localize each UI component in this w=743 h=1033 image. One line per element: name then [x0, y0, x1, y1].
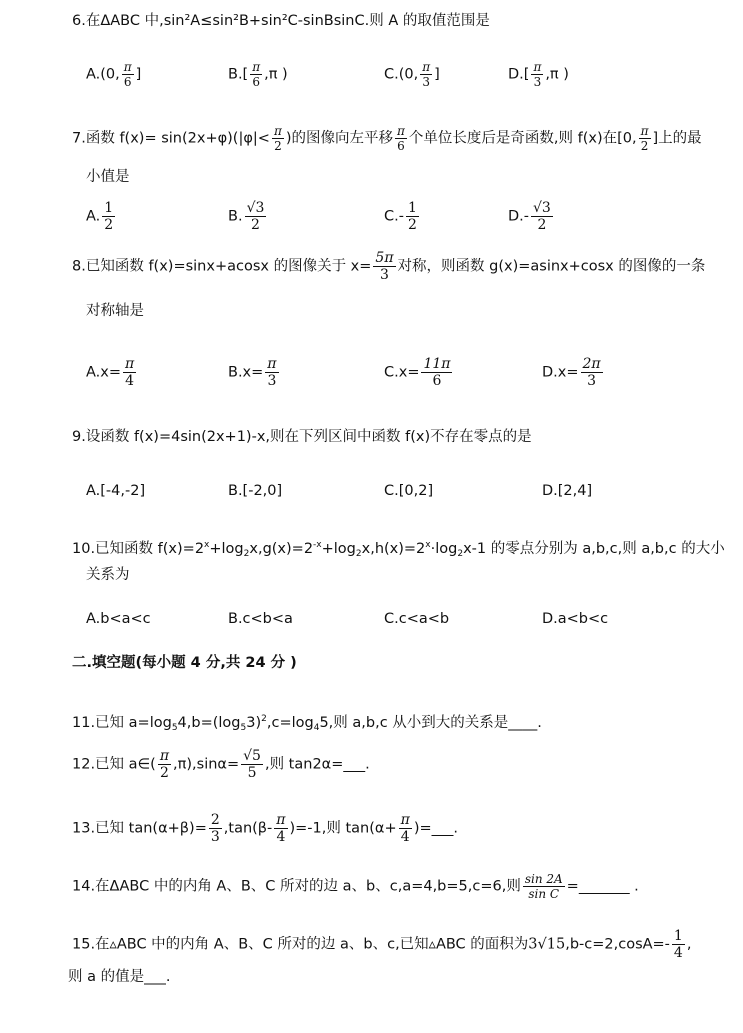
q6-option-a	[86, 60, 141, 89]
q15-stem: 15.在▵ABC 中的内角 A、B、C 所对的边 a、b、c,已知▵ABC 的面积为3√15,b-c=2,cosA=- $\frac{1}{4}$ ,	[72, 928, 692, 961]
q6-a-prefix: A.(0,	[86, 66, 120, 83]
q7-stem-line2: 小值是	[86, 169, 130, 185]
q15-stem-line2: 则 a 的值是___.	[68, 969, 171, 985]
q8-stem-line2: 对称轴是	[86, 303, 144, 319]
q13-fraction-1: $\frac{2}{3}$	[210, 812, 220, 845]
q8-b-fraction: $\frac{\pi}{3}$	[267, 356, 277, 389]
q11-stem: 11.已知 $a=\log_54,b=(\log_53)^2,c=\log_45$,则 a,b,c 从小到大的关系是____.	[72, 714, 542, 733]
q7-a-fraction: $\frac{1}{2}$	[104, 200, 114, 233]
q9-option-d: D.[2,4]	[542, 483, 593, 499]
q6-a-suffix: ]	[135, 66, 142, 83]
q9-option-c: C.[0,2]	[384, 483, 434, 499]
q6-b-prefix: B.[	[228, 66, 249, 83]
q10-option-a: A.b<a<c	[86, 611, 151, 627]
q6-c-prefix: C.(0,	[384, 66, 419, 83]
q7-option-a: A. $\frac{1}{2}$	[86, 200, 114, 233]
q7-fraction-3: $\frac{\pi}{2}$	[640, 124, 649, 153]
q9-option-a: A.[-4,-2]	[86, 483, 146, 499]
q7-option-b: B. $\frac{√3}{2}$	[228, 200, 265, 233]
q6-c-fraction: $\frac{\pi}{3}$	[422, 60, 431, 89]
q13-fraction-2: $\frac{\pi}{4}$	[276, 812, 286, 845]
q8-c-fraction: $\frac{11\pi}{6}$	[423, 356, 451, 389]
q10-option-c: C.c<a<b	[384, 611, 450, 627]
q8-option-d: D.x= $\frac{2\pi}{3}$	[542, 356, 601, 389]
q7-fraction-1: $\frac{\pi}{2}$	[273, 124, 282, 153]
q9-stem: 9.设函数 f(x)=4sin(2x+1)-x,则在下列区间中函数 f(x)不存在零点的是	[72, 429, 532, 445]
q14-fraction: $\frac{\sin 2A}{\text{sin C}}$	[524, 872, 563, 901]
q7-stem: 7.函数 f(x)= sin(2x+φ)(|φ|< $\frac{\pi}{2}$ )的图像向左平移 $\frac{\pi}{6}$ 个单位长度后是奇函数,则 f(x)在[0, $\frac{\pi}{2}$ ]上的最	[72, 124, 702, 153]
q7-b-fraction: $\frac{√3}{2}$	[246, 200, 265, 233]
q9-option-b: B.[-2,0]	[228, 483, 283, 499]
q6-option-b	[228, 60, 288, 89]
q6-stem: 6.在ΔABC 中,sin²A≤sin²B+sin²C-sinBsinC.则 A 的取值范围是	[72, 13, 490, 29]
q13-stem: 13.已知 tan(α+β)= $\frac{2}{3}$ ,tan(β- $\frac{\pi}{4}$ )=-1,则 tan(α+ $\frac{\pi}{4}$ )=___.	[72, 812, 458, 845]
q12-fraction-1: $\frac{\pi}{2}$	[159, 748, 170, 781]
q12-fraction-2: $\frac{√5}{5}$	[243, 748, 261, 781]
q6-a-fraction: $\frac{\pi}{6}$	[123, 60, 132, 89]
q8-option-b: B.x= $\frac{\pi}{3}$	[228, 356, 277, 389]
q8-a-fraction: $\frac{\pi}{4}$	[125, 356, 135, 389]
q8-option-c: C.x= $\frac{11\pi}{6}$	[384, 356, 451, 389]
q8-option-a: A.x= $\frac{\pi}{4}$	[86, 356, 135, 389]
q10-option-b: B.c<b<a	[228, 611, 293, 627]
q6-c-suffix: ]	[434, 66, 440, 83]
q7-c-fraction: $\frac{1}{2}$	[407, 200, 417, 233]
q6-d-suffix: ,π )	[545, 66, 569, 83]
q8-d-fraction: $\frac{2\pi}{3}$	[582, 356, 601, 389]
q6-d-fraction: $\frac{\pi}{3}$	[533, 60, 542, 89]
section2-title: 二.填空题(每小题 4 分,共 24 分 )	[72, 655, 297, 671]
q6-b-fraction: $\frac{\pi}{6}$	[252, 60, 261, 89]
q6-option-d	[508, 60, 569, 89]
q7-fraction-2: $\frac{\pi}{6}$	[397, 124, 405, 153]
q6-b-suffix: ,π )	[264, 66, 288, 83]
q12-stem: 12.已知 a∈( $\frac{\pi}{2}$ ,π),sinα= $\frac{√5}{5}$ ,则 tan2α=___.	[72, 748, 370, 781]
q7-option-c: C.- $\frac{1}{2}$	[384, 200, 417, 233]
q8-fraction: $\frac{5\pi}{3}$	[375, 250, 394, 283]
q15-fraction: $\frac{1}{4}$	[673, 928, 683, 961]
q8-stem: 8.已知函数 f(x)=sinx+acosx 的图像关于 x= $\frac{5\pi}{3}$ 对称，则函数 g(x)=asinx+cosx 的图像的一条	[72, 250, 706, 283]
q10-stem-line2: 关系为	[86, 567, 130, 583]
q6-option-c	[384, 60, 440, 89]
q7-d-fraction: $\frac{√3}{2}$	[533, 200, 551, 233]
q7-option-d: D.- $\frac{√3}{2}$	[508, 200, 551, 233]
q10-option-d: D.a<b<c	[542, 611, 609, 627]
q14-stem: 14.在ΔABC 中的内角 A、B、C 所对的边 a、b、c,a=4,b=5,c=6,则 $\frac{\sin 2A}{\text{sin C}}$ =_______ .	[72, 872, 639, 901]
q15-area-value: 3√15	[528, 936, 566, 953]
q10-stem: 10.已知函数 $f(x)=2^x+\log_2x,g(x)=2^{-x}+\log_2x,h(x)=2^x\cdot\log_2x-1$ 的零点分别为 a,b,c,则 a,b,c 的大小	[72, 540, 725, 559]
q6-d-prefix: D.[	[508, 66, 530, 83]
q13-fraction-3: $\frac{\pi}{4}$	[400, 812, 410, 845]
